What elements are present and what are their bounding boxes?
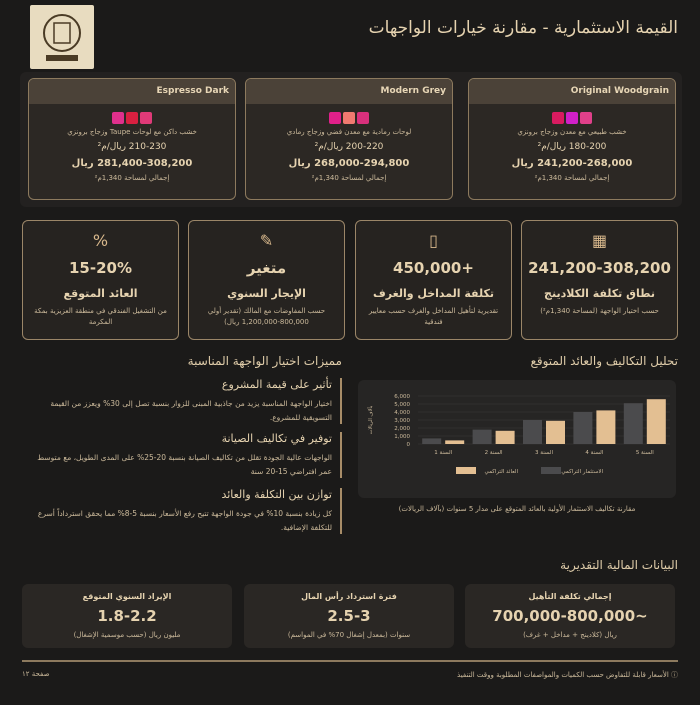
chart-section-title: تحليل التكاليف والعائد المتوقع	[530, 354, 678, 368]
option-description: خشب طبيعي مع معدن وزجاج برونزي	[517, 128, 627, 136]
option-description: لوحات رمادية مع معدن فضي وزجاج رمادي	[286, 128, 412, 136]
option-name: Original Woodgrain	[469, 79, 675, 104]
x-tick-label: السنة 4	[585, 450, 604, 456]
feature-desc: كل زيادة بنسبة 10% في جودة الواجهة تتيح رفع الأسعار بنسبة 5-8% مما يحقق استرداداً أسرع للتكلفة الإضافية.	[37, 509, 332, 532]
legend-swatch	[541, 467, 561, 474]
stat-card	[521, 220, 678, 340]
legend-swatch	[456, 467, 476, 474]
color-swatch	[140, 112, 152, 124]
financial-title: البيانات المالية التقديرية	[560, 558, 678, 572]
footer-note	[457, 670, 678, 680]
stat-label: تكلفة المداخل والغرف	[373, 287, 494, 300]
y-tick-label: 2,000	[394, 426, 410, 432]
color-swatch	[552, 112, 564, 124]
page-title: القيمة الاستثمارية - مقارنة خيارات الواجهات	[368, 18, 678, 38]
stat-value: 15-20%	[68, 259, 132, 277]
y-tick-label: 3,000	[394, 418, 410, 424]
facade-option-card	[245, 78, 453, 200]
facade-option-card	[468, 78, 676, 200]
financial-card	[244, 584, 454, 648]
stat-label: الإيجار السنوي	[227, 287, 306, 300]
info-icon: ⓘ	[668, 671, 678, 679]
page-number: صفحة ١٢	[22, 670, 50, 678]
y-axis-label: بآلاف الريالات	[368, 405, 374, 435]
financial-card	[465, 584, 675, 648]
stat-subtext: حسب المفاوضات مع المالك (تقدير أولي 800,000-1,200,000 ريال)	[207, 307, 326, 326]
footer-note-text: الأسعار قابلة للتفاوض حسب الكميات والمواصفات المطلوبة ووقت التنفيذ	[457, 671, 669, 679]
y-tick-label: 1,000	[394, 434, 410, 440]
facade-option-card	[28, 78, 236, 200]
financial-label: إجمالي تكلفة التأهيل	[528, 592, 612, 601]
financial-card	[22, 584, 232, 648]
percent-icon: %	[92, 231, 109, 250]
color-swatches	[29, 112, 235, 124]
stat-card	[22, 220, 179, 340]
option-price-per-m2: 200-220 ريال/م²	[314, 142, 384, 152]
x-tick-label: السنة 1	[434, 450, 453, 456]
option-description: خشب داكن مع لوحات Taupe وزجاج برونزي	[67, 128, 197, 136]
bar	[596, 410, 615, 444]
financial-value: 1.8-2.2	[97, 607, 157, 625]
y-tick-label: 4,000	[394, 410, 410, 416]
option-name: Espresso Dark	[29, 79, 235, 104]
option-price-per-m2: 210-230 ريال/م²	[97, 142, 167, 152]
stat-label: نطاق تكلفة الكلادينج	[544, 287, 655, 300]
legend-label: العائد التراكمي	[484, 469, 518, 475]
feature-title: تأثير على قيمة المشروع	[221, 378, 332, 391]
contract-icon: ✎	[259, 231, 274, 250]
financial-value: 2.5-3	[327, 607, 371, 625]
feature-desc: اختيار الواجهة المناسبة يزيد من جاذبية المبنى للزوار بنسبة تصل إلى 30% ويعزز من القيمة التسويقية للمشروع.	[50, 399, 332, 422]
option-area: إجمالي لمساحة 1,340م²	[94, 174, 170, 182]
feature-title: توفير في تكاليف الصيانة	[221, 432, 332, 445]
bar	[445, 440, 464, 444]
option-total: 241,200-268,000 ريال	[511, 158, 633, 169]
x-tick-label: السنة 5	[635, 450, 654, 456]
y-tick-label: 6,000	[394, 394, 410, 400]
financial-subtext: سنوات (بمعدل إشغال 70% في المواسم)	[287, 631, 411, 639]
financial-subtext: ريال (كلادينج + مداخل + غرف)	[523, 631, 617, 639]
financial-label: فترة استرداد رأس المال	[301, 592, 397, 601]
bar	[624, 403, 643, 444]
color-swatches	[246, 112, 452, 124]
company-logo	[30, 5, 94, 69]
bar	[523, 420, 542, 444]
feature-desc: الواجهات عالية الجودة تقلل من تكاليف الصيانة بنسبة 20-25% على المدى الطويل، مع متوسط عمر افتراضي 15-20 سنة	[37, 453, 332, 476]
stat-value: متغير	[246, 259, 287, 277]
legend-label: الاستثمار التراكمي	[561, 469, 603, 475]
stat-card	[355, 220, 512, 340]
y-tick-label: 0	[406, 442, 410, 448]
stat-label: العائد المتوقع	[63, 287, 138, 300]
stat-subtext: تقديرية لتأهيل المداخل والغرف حسب معايير فندقية	[368, 307, 499, 326]
option-price-per-m2: 180-200 ريال/م²	[537, 142, 607, 152]
bar	[546, 421, 565, 444]
feature-title: توازن بين التكلفة والعائد	[221, 488, 332, 501]
option-area: إجمالي لمساحة 1,340م²	[534, 174, 610, 182]
bar	[473, 430, 492, 444]
bar	[496, 431, 515, 444]
x-tick-label: السنة 3	[535, 450, 553, 456]
footer-divider	[22, 660, 678, 662]
color-swatch	[126, 112, 138, 124]
financial-label: الإيراد السنوي المتوقع	[82, 592, 172, 601]
color-swatch	[580, 112, 592, 124]
bar	[647, 399, 666, 444]
x-tick-label: السنة 2	[484, 450, 503, 456]
option-total: 268,000-294,800 ريال	[288, 158, 410, 169]
features-title: مميزات اختيار الواجهة المناسبة	[187, 354, 342, 368]
color-swatch	[357, 112, 369, 124]
color-swatch	[112, 112, 124, 124]
building-icon: ▦	[591, 231, 608, 250]
stat-value: +450,000	[393, 259, 474, 277]
stat-card	[188, 220, 345, 340]
option-name: Modern Grey	[246, 79, 452, 104]
feature-item	[22, 488, 342, 534]
stat-value: 241,200-308,200	[528, 259, 671, 277]
bar	[422, 438, 441, 444]
color-swatch	[566, 112, 578, 124]
cost-return-chart	[358, 380, 676, 498]
stat-subtext: حسب اختيار الواجهة (لمساحة 1,340م²)	[540, 307, 659, 315]
financial-subtext: مليون ريال (حسب موسمية الإشغال)	[73, 631, 181, 639]
color-swatch	[329, 112, 341, 124]
option-total: 281,400-308,200 ريال	[71, 158, 193, 169]
option-area: إجمالي لمساحة 1,340م²	[311, 174, 387, 182]
chart-caption: مقارنة تكاليف الاستثمار الأولية بالعائد المتوقع على مدار 5 سنوات (بآلاف الريالات)	[398, 505, 636, 513]
bar	[573, 412, 592, 444]
color-swatches	[469, 112, 675, 124]
feature-item	[22, 378, 342, 424]
color-swatch	[343, 112, 355, 124]
feature-item	[22, 432, 342, 478]
y-tick-label: 5,000	[394, 402, 410, 408]
door-icon: ▯	[429, 231, 438, 250]
stat-subtext: من التشغيل الفندقي في منطقة العزيزية بمكة المكرمة	[34, 307, 167, 326]
financial-value: ~700,000-800,000	[492, 607, 648, 625]
